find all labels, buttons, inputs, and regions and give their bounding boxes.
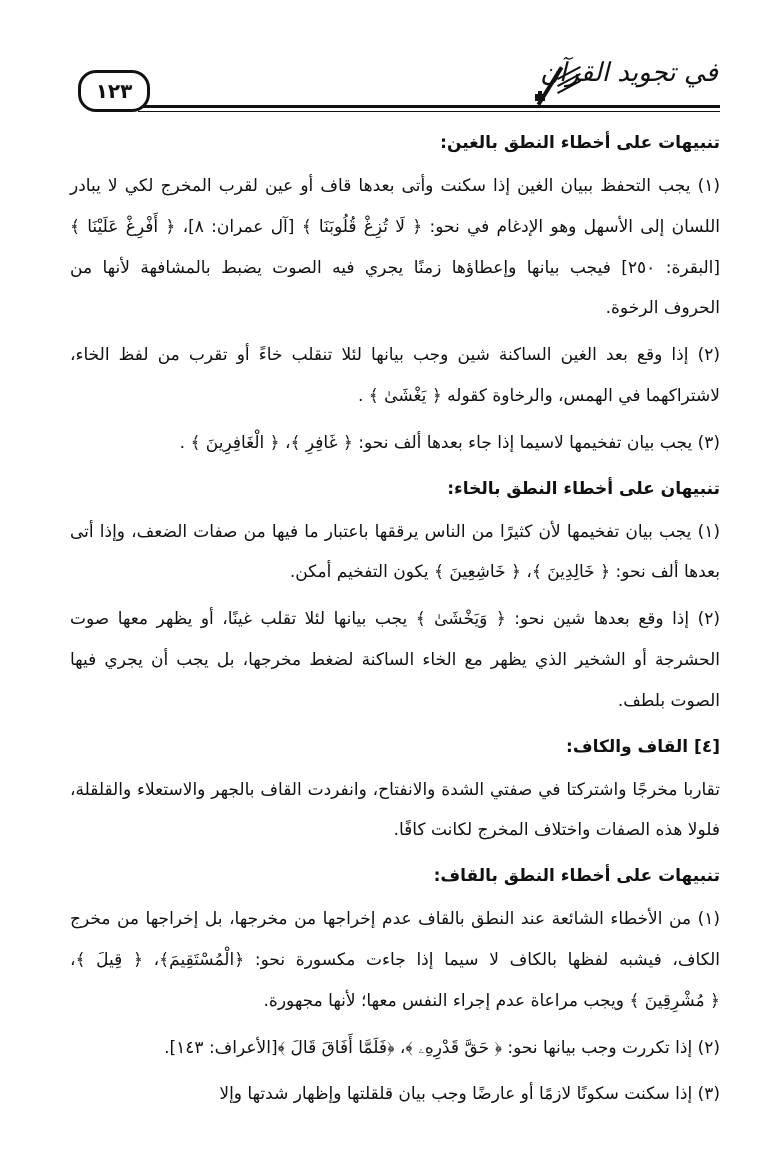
paragraph-khaa-1: (١) يجب بيان تفخيمها لأن كثيرًا من الناس يرققها باعتبار ما فيها من صفات الضعف، وإذا أتى بعدها ألف نحو: ﴿ خَالِدِينَ ﴾، ﴿ خَاشِعِينَ ﴾ يكون التفخيم أمكن.: [70, 521, 720, 583]
quran-quote: ﴿ قِيلَ ﴾: [75, 949, 143, 970]
quran-quote: ﴿ حَقَّ قَدْرِهِۦ ﴾: [405, 1037, 503, 1058]
paragraph-qaf-2: (٢) إذا تكررت وجب بيانها نحو: ﴿ حَقَّ قَدْرِهِۦ ﴾، ﴿فَلَمَّا أَفَاقَ قَالَ ﴾[الأعراف: ١٤٣].: [164, 1037, 720, 1058]
section-heading-khaa: تنبيهان على أخطاء النطق بالخاء:: [447, 478, 720, 499]
quran-quote: ﴿ لَا تُزِغْ قُلُوبَنَا ﴾: [301, 216, 423, 237]
paragraph-qaf-1: (١) من الأخطاء الشائعة عند النطق بالقاف عدم إخراجها من مخرجها، بل إخراجها من مخرج الكاف، فيشبه لفظها بالكاف لا سيما إذا جاءت مكسورة نحو: ﴿الْمُسْتَقِيمَ﴾، ﴿ قِيلَ ﴾، ﴿ مُشْرِقِينَ ﴾ ويجب مراعاة عدم إجراء النفس معها؛ لأنها مجهورة.: [70, 909, 721, 1011]
quran-quote: ﴿فَلَمَّا أَفَاقَ قَالَ ﴾: [277, 1037, 395, 1058]
paragraph-khaa-2: (٢) إذا وقع بعدها شين نحو: ﴿ وَيَخْشَىٰ ﴾ يجب بيانها لئلا تقلب غينًا، أو يظهر معها صوت الحشرجة أو الشخير الذي يظهر مع الخاء الساكنة لضغط مخرجها، بل يجب أن يجري فيها الصوت بلطف.: [70, 609, 720, 711]
book-title: في تجويد القرآن: [540, 58, 718, 88]
page-header: [60, 58, 720, 116]
page-number: ١٢٣: [78, 70, 150, 112]
header-rule-thin: [138, 111, 720, 112]
section-heading-ghain: تنبيهات على أخطاء النطق بالغين:: [440, 133, 720, 153]
section-heading-qaf: تنبيهات على أخطاء النطق بالقاف:: [433, 866, 720, 887]
quran-quote: ﴿ غَافِرِ ﴾: [290, 432, 353, 453]
paragraph-qaf-kaf: تقاربا مخرجًا واشتركتا في صفتي الشدة والانفتاح، وانفردت القاف بالجهر والاستعلاء والقلقلة، فلولا هذه الصفات واختلاف المخرج لكانت كافًا.: [70, 779, 720, 841]
quran-quote: ﴿ أَفْرِغْ عَلَيْنَا ﴾: [70, 216, 176, 237]
quran-quote: ﴿ مُشْرِقِينَ ﴾: [629, 990, 720, 1011]
paragraph-ghain-3: (٣) يجب بيان تفخيمها لاسيما إذا جاء بعدها ألف نحو: ﴿ غَافِرِ ﴾، ﴿ الْغَافِرِينَ ﴾ .: [179, 432, 720, 453]
paragraph-qaf-3: (٣) إذا سكنت سكونًا لازمًا أو عارضًا وجب بيان قلقلتها وإظهار شدتها وإلا: [219, 1084, 720, 1105]
quran-quote: ﴿ خَالِدِينَ ﴾: [531, 562, 611, 583]
paragraph-ghain-2: (٢) إذا وقع بعد الغين الساكنة شين وجب بيانها لئلا تنقلب خاءً أو تقرب من لفظ الخاء، لاشتراكهما في الهمس، والرخاوة كقوله ﴿ يَغْشَىٰ ﴾ .: [70, 345, 720, 406]
quran-quote: ﴿ وَيَخْشَىٰ ﴾: [415, 609, 506, 630]
quran-quote: ﴿الْمُسْتَقِيمَ﴾: [159, 949, 245, 970]
paragraph-ghain-1: (١) يجب التحفظ ببيان الغين إذا سكنت وأتى بعدها قاف أو عين لقرب المخرج لكي لا يبادر اللسان إلى الأسهل وهو الإدغام في نحو: ﴿ لَا تُزِغْ قُلُوبَنَا ﴾ [آل عمران: ٨]، ﴿ أَفْرِغْ عَلَيْنَا ﴾ [البقرة: ٢٥٠] فيجب بيانها وإعطاؤها زمنًا يجري فيه الصوت يضبط بالمشافهة لأنها من الحروف الرخوة.: [70, 176, 720, 319]
header-rule: [138, 105, 720, 108]
quran-quote: ﴿ الْغَافِرِينَ ﴾: [190, 432, 280, 453]
section-heading-qaf-kaf: [٤] القاف والكاف:: [566, 736, 720, 757]
quran-quote: ﴿ يَغْشَىٰ ﴾: [368, 385, 442, 406]
quran-quote: ﴿ خَاشِعِينَ ﴾: [434, 562, 521, 583]
page-body: [70, 124, 720, 1121]
